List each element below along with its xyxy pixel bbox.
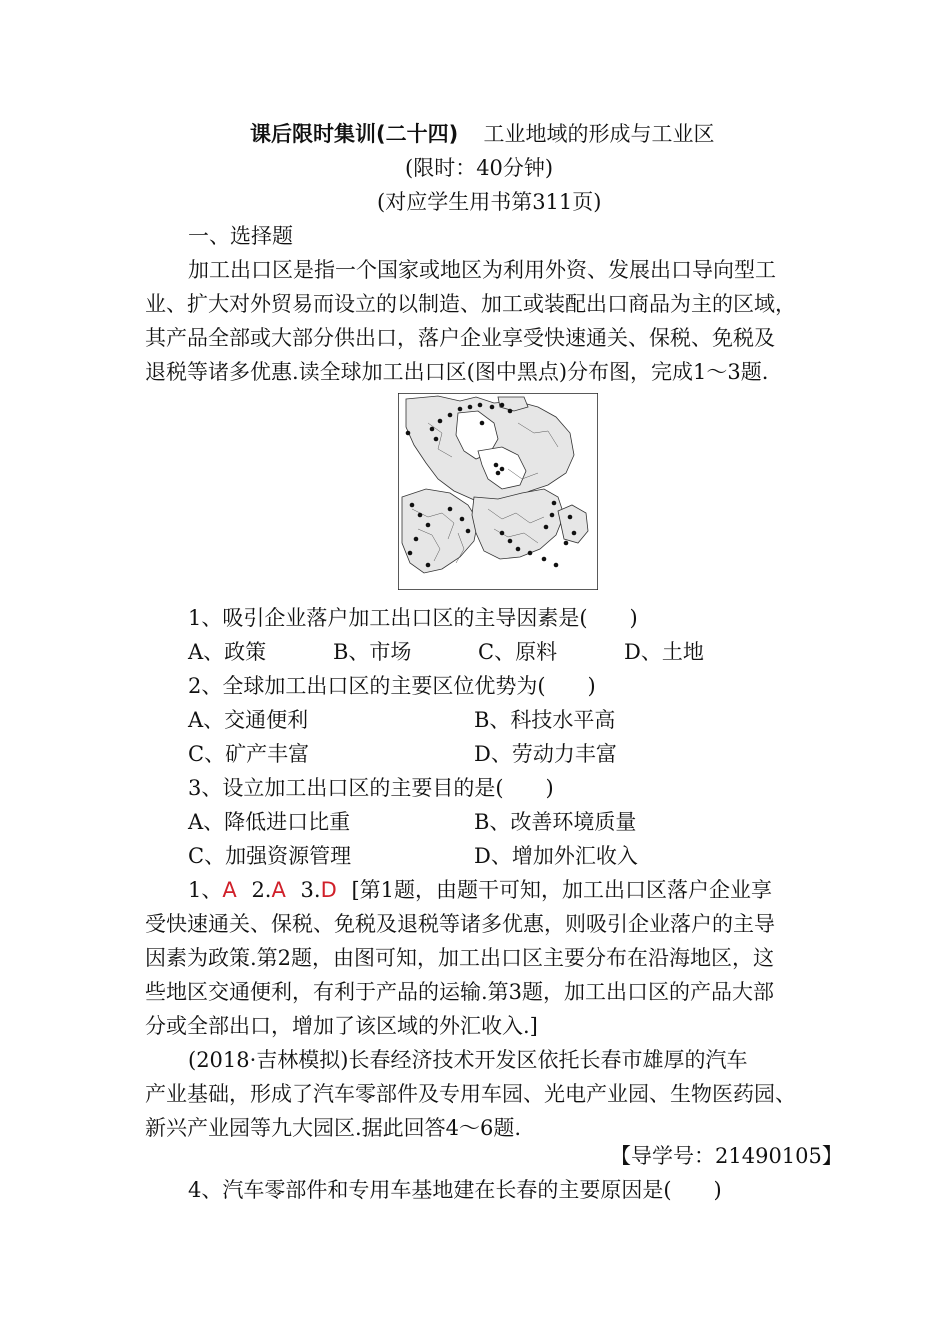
answer-2: A: [271, 878, 286, 902]
time-limit: (限时：40分钟): [405, 156, 554, 180]
question-3-stem: 3、设立加工出口区的主要目的是( ): [188, 776, 554, 800]
passage1-line-3: 其产品全部或大部分供出口，落户企业享受快速通关、保税、免税及: [145, 326, 775, 350]
q1-option-c[interactable]: C、原料: [478, 640, 558, 664]
title-main: 课后限时集训(二十四): [250, 122, 459, 146]
section-heading: 一、选择题: [188, 224, 293, 248]
guide-number: 【导学号：21490105】: [610, 1144, 843, 1168]
question-4-stem: 4、汽车零部件和专用车基地建在长春的主要原因是( ): [188, 1178, 722, 1202]
q1-option-a[interactable]: A、政策: [188, 640, 267, 664]
passage1-line-2: 业、扩大对外贸易而设立的以制造、加工或装配出口商品为主的区域，: [145, 292, 796, 316]
q3-option-b[interactable]: B、改善环境质量: [474, 810, 637, 834]
map-figure: [398, 393, 598, 590]
passage2-line-2: 产业基础，形成了汽车零部件及专用车园、光电产业园、生物医药园、: [145, 1082, 796, 1106]
answer-number-2: 2.: [251, 878, 272, 902]
answer-explanation-5: 分或全部出口，增加了该区域的外汇收入.]: [145, 1014, 538, 1038]
passage1-line-4: 退税等诸多优惠.读全球加工出口区(图中黑点)分布图，完成1～3题.: [145, 360, 769, 384]
q2-option-a[interactable]: A、交通便利: [188, 708, 309, 732]
answer-explanation-3: 因素为政策.第2题，由图可知，加工出口区主要分布在沿海地区，这: [145, 946, 775, 970]
q2-option-b[interactable]: B、科技水平高: [474, 708, 616, 732]
q3-option-a[interactable]: A、降低进口比重: [188, 810, 351, 834]
answer-1: A: [222, 878, 237, 902]
answer-number-3: 3.: [300, 878, 321, 902]
question-2-stem: 2、全球加工出口区的主要区位优势为( ): [188, 674, 596, 698]
q1-option-b[interactable]: B、市场: [333, 640, 412, 664]
answer-explanation-2: 受快速通关、保税、免税及退税等诸多优惠，则吸引企业落户的主导: [145, 912, 775, 936]
q2-option-c[interactable]: C、矿产丰富: [188, 742, 310, 766]
book-reference: (对应学生用书第311页): [377, 190, 602, 214]
answer-line-1: [188, 875, 772, 905]
question-1-stem: 1、吸引企业落户加工出口区的主导因素是( ): [188, 606, 638, 630]
passage2-line-3: 新兴产业园等九大园区.据此回答4～6题.: [145, 1116, 522, 1140]
answer-explanation-1: [第1题，由题干可知，加工出口区落户企业享: [351, 878, 773, 902]
page-title: [250, 119, 715, 149]
answer-number-1: 1、: [188, 878, 223, 902]
q3-option-c[interactable]: C、加强资源管理: [188, 844, 352, 868]
q3-option-d[interactable]: D、增加外汇收入: [474, 844, 638, 868]
q1-option-d[interactable]: D、土地: [624, 640, 704, 664]
passage1-line-1: 加工出口区是指一个国家或地区为利用外资、发展出口导向型工: [188, 258, 776, 282]
passage2-line-1: (2018·吉林模拟)长春经济技术开发区依托长春市雄厚的汽车: [188, 1048, 748, 1072]
answer-3: D: [320, 878, 337, 902]
answer-explanation-4: 些地区交通便利，有利于产品的运输.第3题，加工出口区的产品大部: [145, 980, 775, 1004]
world-export-zone-map: [398, 393, 598, 590]
q2-option-d[interactable]: D、劳动力丰富: [474, 742, 617, 766]
title-sub: 工业地域的形成与工业区: [483, 122, 715, 146]
